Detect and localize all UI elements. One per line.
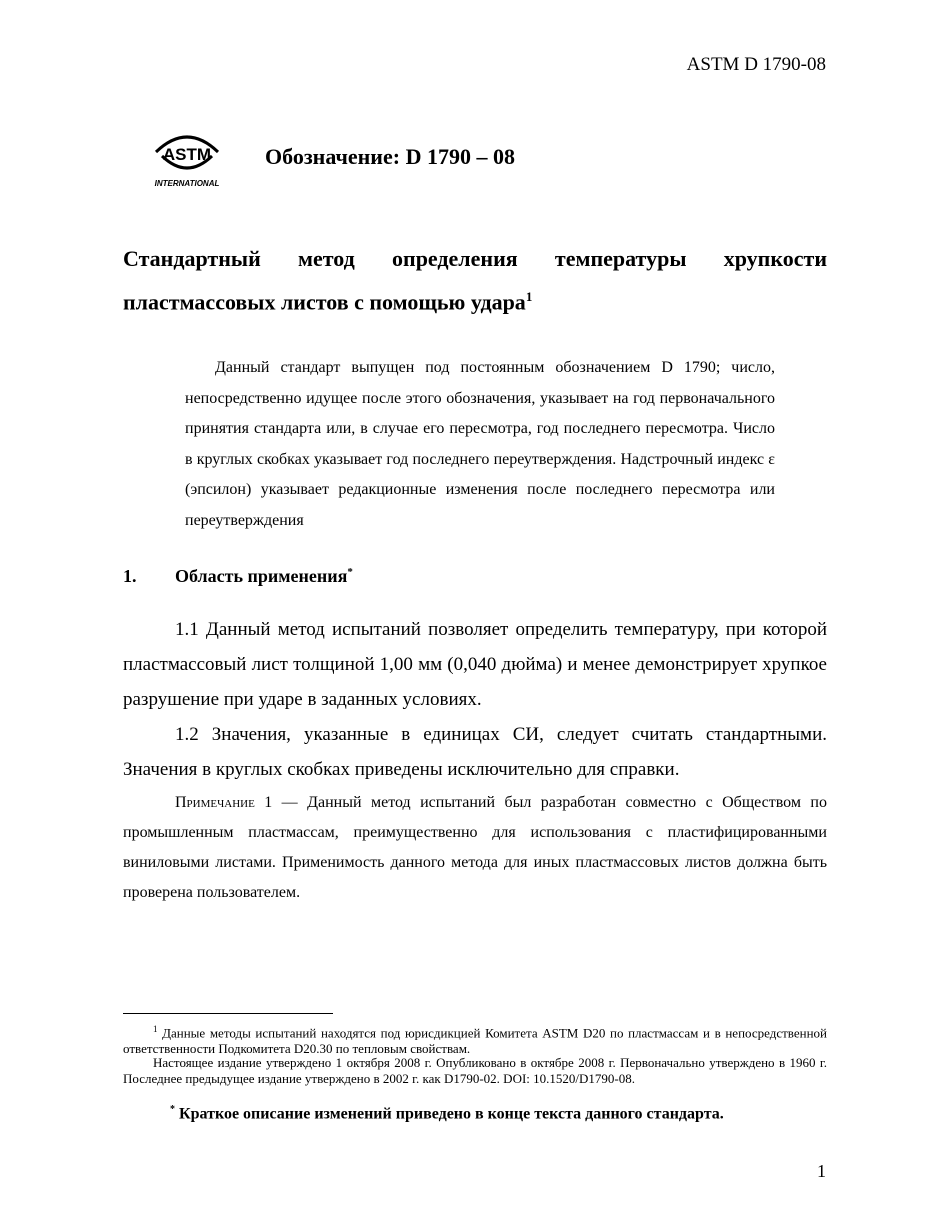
astm-logo [148, 126, 226, 188]
section-title-text: Область применения [175, 566, 348, 586]
footnote-1-mark: 1 [153, 1024, 158, 1034]
note-1 [123, 788, 827, 908]
paragraph-1-2: 1.2 Значения, указанные в единицах СИ, следует считать стандартными. Значения в круглых скобках приведены исключительно для справки. [123, 724, 827, 780]
footnote-1 [123, 1021, 827, 1057]
page-number: 1 [817, 1161, 826, 1181]
section-number: 1. [123, 566, 137, 586]
logo-international-text: INTERNATIONAL [154, 179, 220, 188]
title-text: Стандартный метод определения температуры хрупкости пластмассовых листов с помощью удара [123, 246, 827, 315]
footnote-divider [123, 1013, 333, 1014]
designation-title: Обозначение: D 1790 – 08 [265, 144, 515, 169]
footnote-1-text: Данные методы испытаний находятся под юрисдикцией Комитета ASTM D20 по пластмассам и в непосредственной ответственности Подкомитета D20.30 по тепловым свойствам. [123, 1025, 827, 1057]
note-text: — Данный метод испытаний был разработан совместно с Обществом по промышленным пластмассам, преимущественно для использования с пластифицированными виниловыми листами. Применимость данного метода для иных пластмассовых листов должна быть проверена пользователем. [123, 794, 827, 901]
footnote-changes [170, 1104, 724, 1123]
logo-astm-text: ASTM [162, 145, 212, 164]
note-label: Примечание 1 [175, 794, 273, 811]
footnote-changes-text: Краткое описание изменений приведено в конце текста данного стандарта. [175, 1105, 724, 1123]
document-code-header: ASTM D 1790-08 [686, 54, 826, 75]
section-title-mark: * [347, 566, 353, 578]
title-footnote-mark: 1 [525, 289, 533, 304]
designation-notice: Данный стандарт выпущен под постоянным обозначением D 1790; число, непосредственно идущее после этого обозначения, указывает на год первоначального принятия стандарта или, в случае его пересмотра, год последнего пересмотра. Число в круглых скобках указывает год последнего переутверждения. Надстрочный индекс ε (эпсилон) указывает редакционные изменения после последнего пересмотра или переутверждения [185, 359, 775, 529]
document-title [123, 240, 827, 321]
footnote-approval: Настоящее издание утверждено 1 октября 2008 г. Опубликовано в октябре 2008 г. Первоначально утверждено в 1960 г. Последнее предыдущее издание утверждено в 2002 г. как D1790-02. DOI: 10.1520/D1790-08. [123, 1055, 827, 1086]
paragraph-1-1: 1.1 Данный метод испытаний позволяет определить температуру, при которой пластмассовый лист толщиной 1,00 мм (0,040 дюйма) и менее демонстрирует хрупкое разрушение при ударе в заданных условиях. [123, 619, 827, 710]
footnote-changes-mark: * [170, 1104, 175, 1115]
section-title [175, 566, 353, 587]
